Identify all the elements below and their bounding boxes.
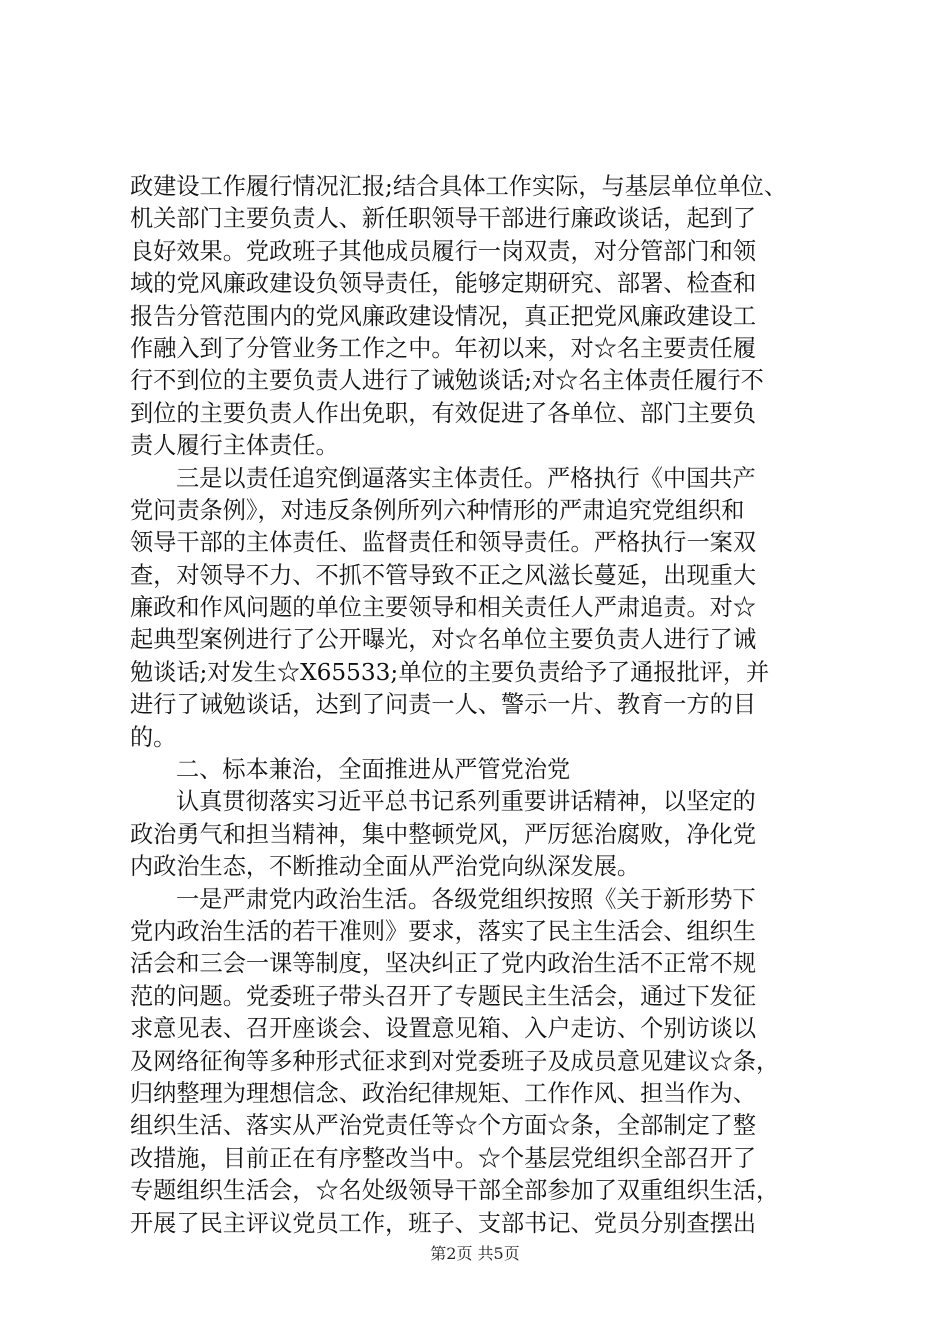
- text-line: 活会和三会一课等制度，坚决纠正了党内政治生活不正常不规: [130, 950, 757, 978]
- paragraph-start-line: 认真贯彻落实习近平总书记系列重要讲话精神，以坚定的: [176, 788, 756, 816]
- page-number-footer: 第2页 共5页: [430, 1244, 520, 1263]
- text-line: 专题组织生活会，☆名处级领导干部全部参加了双重组织生活，: [130, 1177, 780, 1205]
- text-line: 归纳整理为理想信念、政治纪律规矩、工作作风、担当作为、: [130, 1079, 757, 1107]
- text-line: 政建设工作履行情况汇报;结合具体工作实际，与基层单位单位、: [130, 173, 788, 200]
- text-line: 责人履行主体责任。: [130, 432, 339, 460]
- text-line: 政治勇气和担当精神，集中整顿党风，严厉惩治腐败，净化党: [130, 820, 757, 848]
- text-line: 起典型案例进行了公开曝光，对☆名单位主要负责人进行了诫: [130, 626, 757, 654]
- paragraph-start-line: 一是严肃党内政治生活。各级党组织按照《关于新形势下: [176, 885, 756, 913]
- text-line: 党问责条例》，对违反条例所列六种情形的严肃追究党组织和: [130, 496, 745, 524]
- section-heading: 二、标本兼治，全面推进从严管党治党: [176, 756, 571, 784]
- text-line: 报告分管范围内的党风廉政建设情况，真正把党风廉政建设工: [130, 302, 757, 330]
- text-line: 改措施，目前正在有序整改当中。☆个基层党组织全部召开了: [130, 1144, 757, 1172]
- text-line: 进行了诫勉谈话，达到了问责一人、警示一片、教育一方的目: [130, 691, 757, 719]
- text-line: 及网络征徇等多种形式征求到对党委班子及成员意见建议☆条，: [130, 1047, 780, 1075]
- text-line: 求意见表、召开座谈会、设置意见箱、入户走访、个别访谈以: [130, 1015, 757, 1043]
- text-line: 良好效果。党政班子其他成员履行一岗双责，对分管部门和领: [130, 237, 757, 265]
- text-line: 党内政治生活的若干准则》要求，落实了民主生活会、组织生: [130, 917, 757, 945]
- text-line: 行不到位的主要负责人进行了诫勉谈话;对☆名主体责任履行不: [130, 367, 764, 395]
- text-line: 的。: [130, 723, 177, 751]
- text-line: 范的问题。党委班子带头召开了专题民主生活会，通过下发征: [130, 982, 757, 1010]
- text-line: 域的党风廉政建设负领导责任，能够定期研究、部署、检查和: [130, 270, 757, 298]
- text-line: 到位的主要负责人作出免职，有效促进了各单位、部门主要负: [130, 399, 757, 427]
- text-line: 内政治生态，不断推动全面从严治党向纵深发展。: [130, 853, 641, 881]
- text-line: 机关部门主要负责人、新任职领导干部进行廉政谈话，起到了: [130, 205, 757, 233]
- text-line: 领导干部的主体责任、监督责任和领导责任。严格执行一案双: [130, 529, 757, 557]
- document-body: [130, 171, 830, 1240]
- paragraph-start-line: 三是以责任追究倒逼落实主体责任。严格执行《中国共产: [176, 464, 756, 492]
- text-line: 查，对领导不力、不抓不管导致不正之风滋长蔓延，出现重大: [130, 561, 757, 589]
- text-line: 廉政和作风问题的单位主要领导和相关责任人严肃追责。对☆: [130, 594, 757, 622]
- text-line: 勉谈话;对发生☆X65533;单位的主要负责给予了通报批评，并: [130, 658, 770, 686]
- text-line: 作融入到了分管业务工作之中。年初以来，对☆名主要责任履: [130, 334, 757, 362]
- text-line: 开展了民主评议党员工作，班子、支部书记、党员分别查摆出: [130, 1209, 757, 1237]
- text-line: 组织生活、落实从严治党责任等☆个方面☆条，全部制定了整: [130, 1112, 757, 1140]
